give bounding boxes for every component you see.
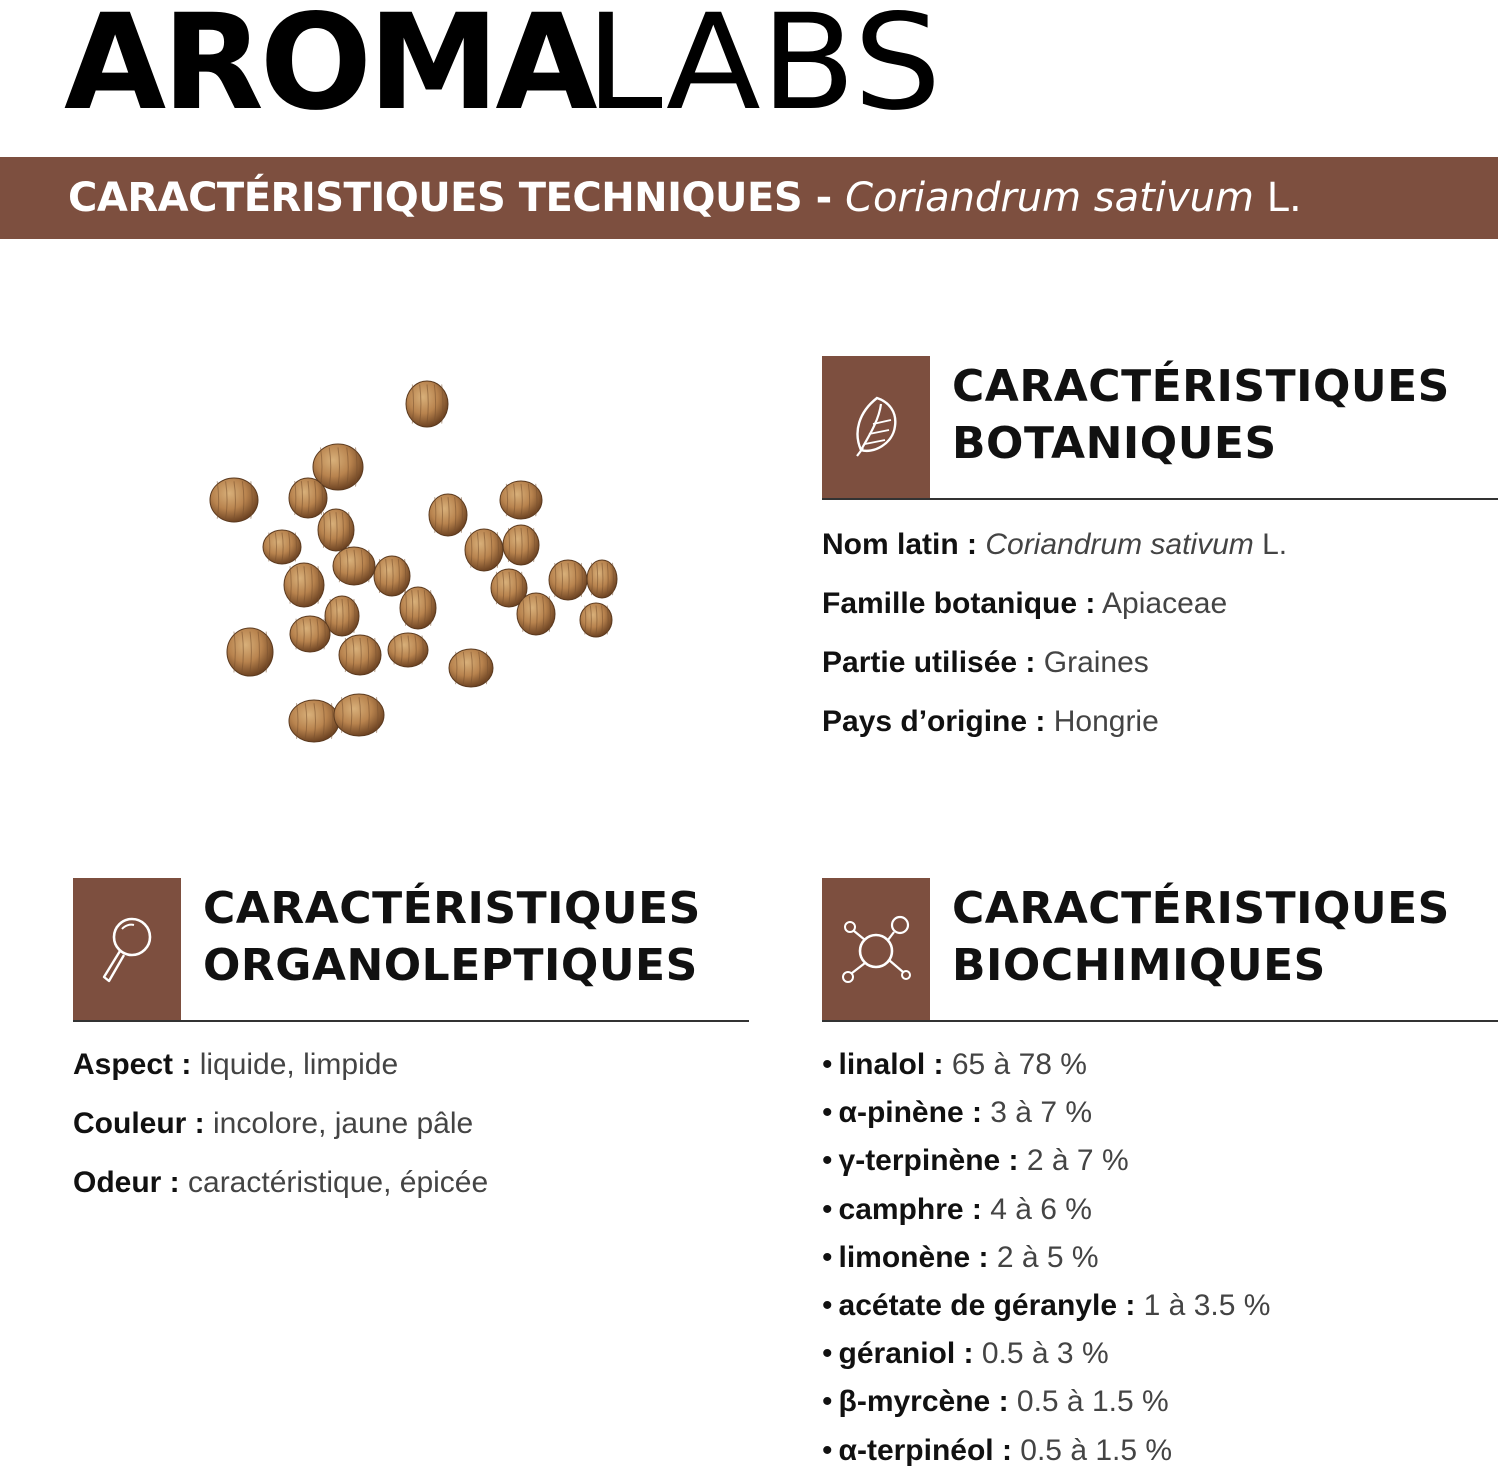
botanical-section-header (822, 356, 1498, 498)
biochemical-list (822, 1048, 1270, 1482)
list-item: • β-myrcène : 0.5 à 1.5 % (822, 1385, 1169, 1419)
seed (227, 628, 273, 676)
seed (517, 593, 555, 635)
list-item: • acétate de géranyle : 1 à 3.5 % (822, 1288, 1271, 1322)
organoleptic-icon-box (73, 878, 181, 1020)
list-item: Aspect : liquide, limpide (73, 1048, 399, 1081)
botanical-title: CARACTÉRISTIQUES BOTANIQUES (952, 361, 1450, 469)
list-item: Partie utilisée : Graines (822, 646, 1149, 679)
seed (318, 509, 354, 551)
seed (388, 633, 428, 667)
list-item: Odeur : caractéristique, épicée (73, 1166, 489, 1199)
banner-title (68, 175, 1302, 221)
seed (429, 494, 467, 536)
logo-thin-text: LABS (585, 0, 941, 140)
list-item: • camphre : 4 à 6 % (822, 1192, 1092, 1226)
divider (73, 1020, 749, 1022)
list-item: • limonène : 2 à 5 % (822, 1240, 1099, 1274)
coriander-seeds-image (190, 370, 640, 760)
seed (587, 560, 617, 598)
seed (333, 547, 375, 585)
banner-title-suffix: L. (1253, 175, 1302, 221)
organoleptic-list (73, 1048, 488, 1225)
biochemical-icon-box (822, 878, 930, 1020)
banner-title-italic: Coriandrum sativum (845, 175, 1254, 221)
seed (325, 596, 359, 636)
seed (263, 530, 301, 564)
magnifier-icon (96, 913, 158, 985)
botanical-icon-box (822, 356, 930, 498)
seed (449, 649, 493, 687)
seed (284, 563, 324, 607)
seed (210, 478, 258, 522)
seed (503, 525, 539, 565)
seed (406, 381, 448, 427)
brand-logo (64, 0, 941, 140)
organoleptic-title: CARACTÉRISTIQUES ORGANOLEPTIQUES (203, 883, 701, 991)
seed (290, 616, 330, 652)
seed (500, 481, 542, 519)
list-item: Famille botanique : Apiaceae (822, 587, 1228, 620)
technical-banner (0, 157, 1498, 239)
seed (289, 478, 327, 518)
seed (374, 556, 410, 596)
biochemical-section-header (822, 878, 1498, 1020)
seed (334, 694, 384, 736)
botanical-list (822, 528, 1287, 764)
list-item: Couleur : incolore, jaune pâle (73, 1107, 474, 1140)
list-item: • γ-terpinène : 2 à 7 % (822, 1144, 1129, 1178)
list-item: • α-terpinéol : 0.5 à 1.5 % (822, 1433, 1173, 1467)
logo-bold-text: AROMA (64, 0, 594, 140)
list-item: Pays d’origine : Hongrie (822, 705, 1159, 738)
divider (822, 1020, 1498, 1022)
biochemical-title: CARACTÉRISTIQUES BIOCHIMIQUES (952, 883, 1450, 991)
seed (400, 587, 436, 629)
list-item: • α-pinène : 3 à 7 % (822, 1096, 1093, 1130)
divider (822, 498, 1498, 500)
list-item: Nom latin : Coriandrum sativum L. (822, 528, 1288, 561)
leaf-icon (851, 394, 901, 460)
list-item: • linalol : 65 à 78 % (822, 1048, 1087, 1081)
seed (580, 603, 612, 637)
list-item: • géraniol : 0.5 à 3 % (822, 1337, 1109, 1371)
seed (339, 635, 381, 675)
seed (289, 700, 339, 742)
seed (465, 529, 503, 571)
banner-title-bold: CARACTÉRISTIQUES TECHNIQUES - (68, 175, 846, 221)
seed (549, 560, 587, 600)
organoleptic-section-header (73, 878, 749, 1020)
molecule-icon (836, 909, 916, 989)
